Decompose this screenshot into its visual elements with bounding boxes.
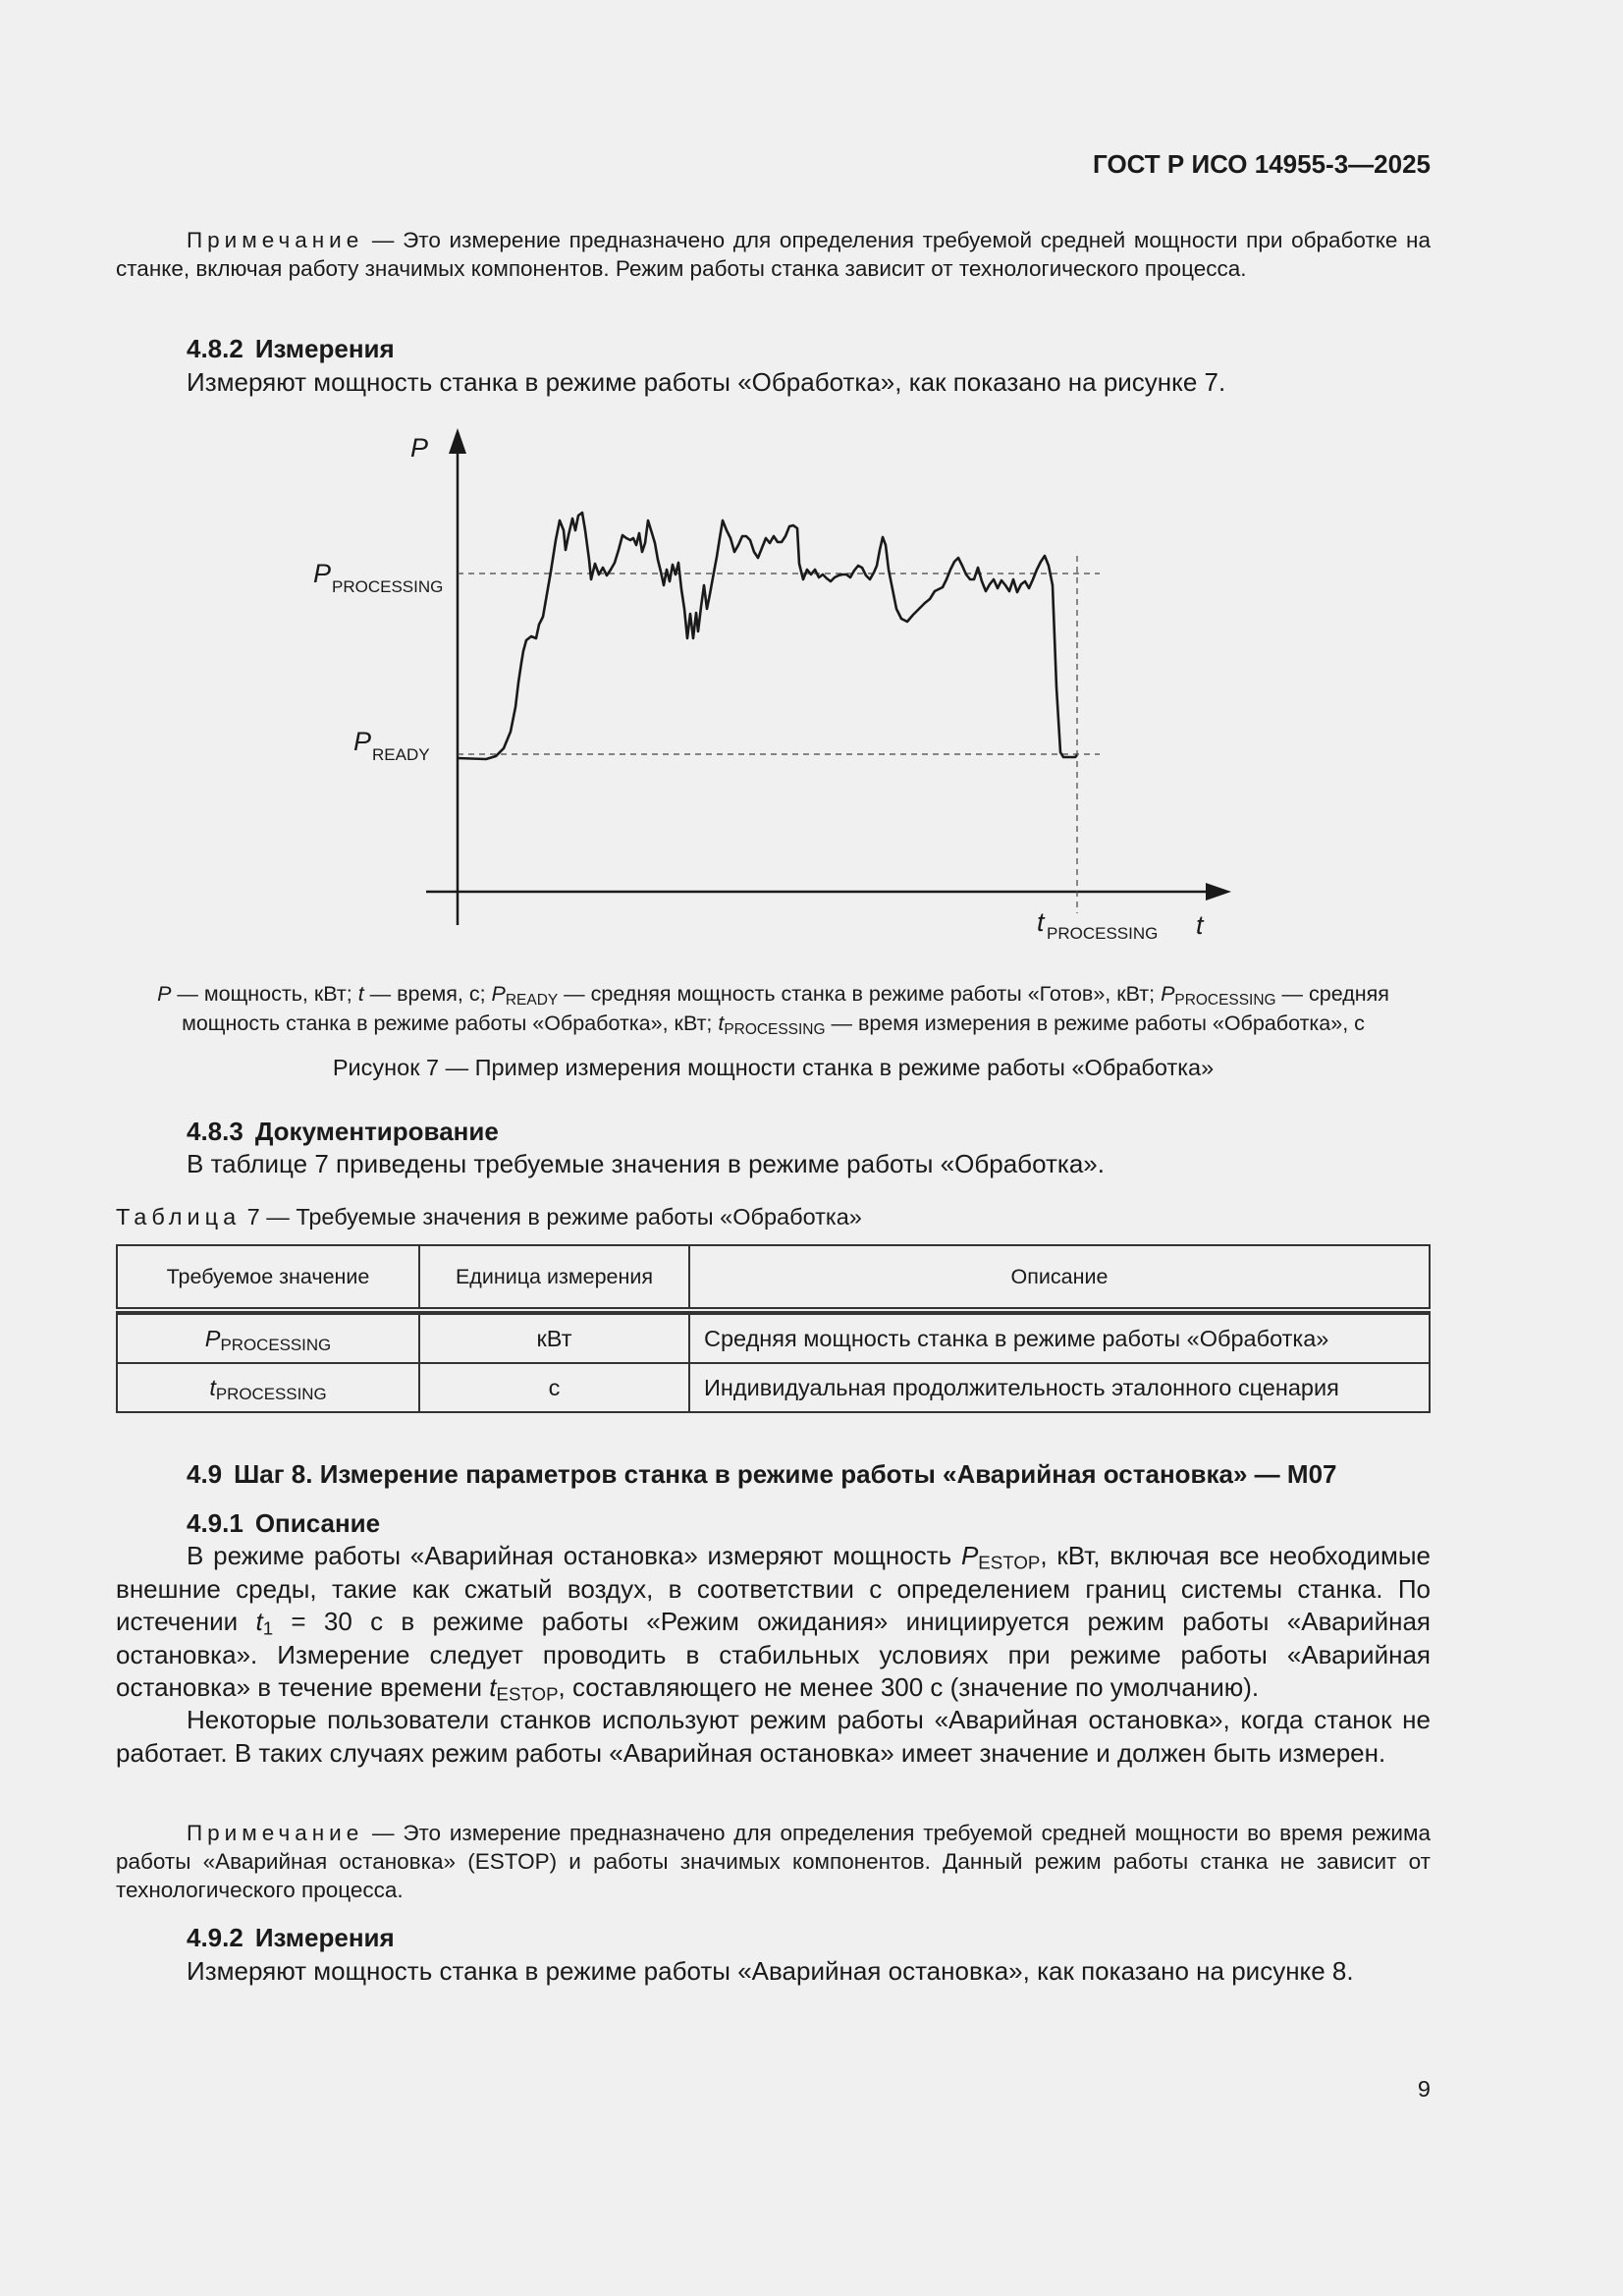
table-row bbox=[117, 1314, 1430, 1363]
figure-7-legend: P — мощность, кВт; t — время, с; $P_{READY}$ — средняя мощность станка в режиме работы «Готов», кВт; $P_{PROCESSING}$ — средняя мощность станка в режиме работы «Обработка», кВт; $t_{PROCESSING}$ — время измерения в режиме работы «Обработка», с bbox=[157, 982, 1389, 1038]
table-7-caption: Таблица 7 — Требуемые значения в режиме работы «Обработка» bbox=[116, 1204, 862, 1230]
section-heading-4-9: 4.9 Шаг 8. Измерение параметров станка в режиме работы «Аварийная остановка» — М07 bbox=[187, 1459, 1337, 1489]
section-text-4-9-2: Измеряют мощность станка в режиме работы «Аварийная остановка», как показано на рисунке 8. bbox=[187, 1956, 1354, 1986]
note-label: Примечание bbox=[187, 1821, 364, 1845]
p-axis-label: P bbox=[410, 433, 429, 463]
section-text-4-8-3: В таблице 7 приведены требуемые значения в режиме работы «Обработка». bbox=[187, 1149, 1105, 1178]
page-number: 9 bbox=[1417, 2076, 1431, 2102]
p-ready-label: P bbox=[353, 727, 372, 756]
table-cell-description: Средняя мощность станка в режиме работы «Обработка» bbox=[689, 1314, 1430, 1363]
table-header-cell: Требуемое значение bbox=[117, 1245, 419, 1310]
figure-7-graph bbox=[0, 0, 1623, 962]
section-heading-4-8-3: 4.8.3 Документирование bbox=[187, 1117, 499, 1146]
section-heading-4-8-2: 4.8.2 Измерения bbox=[187, 334, 395, 363]
table-header-cell: Единица измерения bbox=[419, 1245, 689, 1310]
note-label: Примечание bbox=[187, 228, 364, 252]
power-curve bbox=[458, 513, 1077, 759]
section-heading-4-9-1: 4.9.1 Описание bbox=[187, 1508, 381, 1538]
table-cell-symbol: $t_{PROCESSING}$ bbox=[117, 1363, 419, 1412]
p-processing-subscript: PROCESSING bbox=[332, 577, 444, 596]
y-axis-arrow bbox=[449, 428, 466, 454]
note-2 bbox=[116, 1819, 1431, 1904]
section-heading-4-9-2: 4.9.2 Измерения bbox=[187, 1923, 395, 1952]
x-axis-arrow bbox=[1206, 883, 1231, 901]
t-processing-subscript: PROCESSING bbox=[1047, 924, 1159, 943]
table-cell-unit: с bbox=[419, 1363, 689, 1412]
table-cell-symbol: $P_{PROCESSING}$ bbox=[117, 1314, 419, 1363]
p-processing-label: P bbox=[313, 559, 332, 588]
t-axis-label: t bbox=[1196, 910, 1204, 940]
section-text-4-9-1-p2: Некоторые пользователи станков используют режим работы «Аварийная остановка», когда станок не работает. В таких случаях режим работы «Аварийная остановка» имеет значение и должен быть измерен. bbox=[116, 1705, 1431, 1768]
table-header-row bbox=[117, 1245, 1430, 1310]
table-header-cell: Описание bbox=[689, 1245, 1430, 1310]
note-text: — Это измерение предназначено для определения требуемой средней мощности при обработке на станке, включая работу значимых компонентов. Режим работы станка зависит от технологического процесса. bbox=[116, 228, 1431, 281]
t-processing-label: t bbox=[1037, 907, 1045, 937]
table-row bbox=[117, 1363, 1430, 1412]
table-7 bbox=[116, 1244, 1431, 1413]
section-text-4-8-2: Измеряют мощность станка в режиме работы «Обработка», как показано на рисунке 7. bbox=[187, 367, 1226, 397]
p-ready-subscript: READY bbox=[372, 745, 430, 764]
table-cell-unit: кВт bbox=[419, 1314, 689, 1363]
table-cell-description: Индивидуальная продолжительность эталонного сценария bbox=[689, 1363, 1430, 1412]
document-header: ГОСТ Р ИСО 14955-3—2025 bbox=[1093, 149, 1431, 179]
section-text-4-9-1-p1: В режиме работы «Аварийная остановка» измеряют мощность $P_{ESTOP}$, кВт, включая все необходимые внешние среды, такие как сжатый воздух, в соответствии с определением границ системы станка. По истечении $t_1 = 30$ с в режиме работы «Режим ожидания» инициируется режим работы «Аварийная остановка». Измерение следует проводить в стабильных условиях при режиме работы «Аварийная остановка» в течение времени $t_{ESTOP}$, составляющего не менее 300 с (значение по умолчанию). bbox=[116, 1541, 1431, 1705]
note-text: — Это измерение предназначено для определения требуемой средней мощности во время режима работы «Аварийная остановка» (ESTOP) и работы значимых компонентов. Данный режим работы станка не зависит от технологического процесса. bbox=[116, 1821, 1431, 1902]
figure-7-caption: Рисунок 7 — Пример измерения мощности станка в режиме работы «Обработка» bbox=[332, 1055, 1215, 1080]
